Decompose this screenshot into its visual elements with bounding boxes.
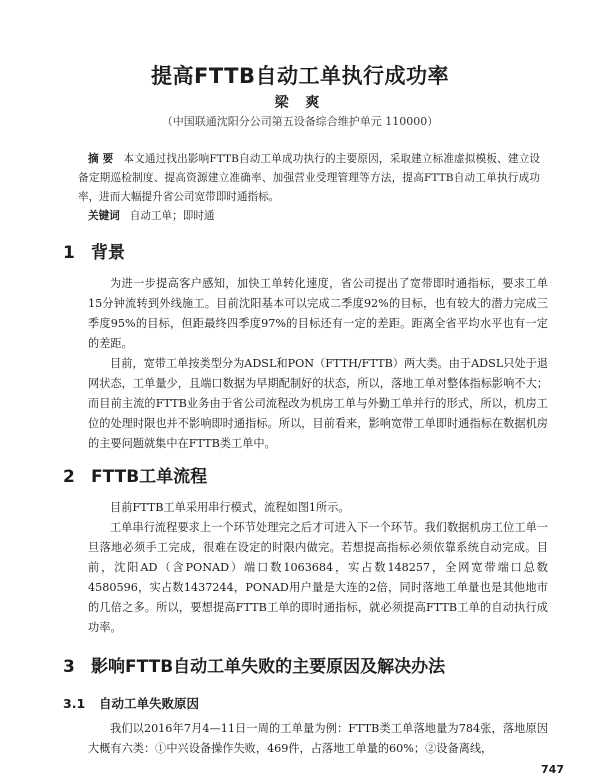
keywords [88,208,215,223]
subsection-number: 3.1 [63,696,86,711]
abstract [78,150,540,207]
article-title: 提高FTTB自动工单执行成功率 [151,64,449,88]
paragraph: 为进一步提高客户感知，加快工单转化速度，省公司提出了宽带即时通指标，要求工单15分钟流转到外线施工。目前沈阳基本可以完成二季度92%的目标，也有较大的潜力完成三季度95%的目标，但距最终四季度97%的目标还有一定的差距。距离全省平均水平也有一定的差距。 [88,277,548,350]
subsection-heading-3-1 [63,694,199,712]
section-heading-1 [63,238,125,263]
abstract-label: 摘 要 [88,153,114,165]
paragraph: 目前，宽带工单按类型分为ADSL和PON（FTTH/FTTB）两大类。由于ADSL只处于退网状态，工单量少，且端口数据为早期配制好的状态，所以，落地工单对整体指标影响不大；而目前主流的FTTB业务由于省公司流程改为机房工单与外勤工单并行的形式，所以，机房工位的处理时限也并不影响即时通指标。所以，目前看来，影响宽带工单即时通指标在数据机房的主要问题就集中在FTTB类工单中。 [88,357,548,450]
paragraph: 我们以2016年7月4—11日一周的工单量为例：FTTB类工单落地量为784张，落地原因大概有六类：①中兴设备操作失败，469件，占落地工单量的60%；②设备离线， [88,722,548,755]
keywords-text: 自动工单；即时通 [129,210,215,222]
section-title: 背景 [91,243,125,263]
section-heading-3 [63,652,445,677]
section-heading-2 [63,462,207,487]
article-author: 梁 爽 [274,95,326,111]
section-number: 2 [63,467,75,487]
author-affiliation: （中国联通沈阳分公司第五设备综合维护单元 110000） [161,115,439,128]
subsection-title: 自动工单失败原因 [99,696,200,711]
abstract-text: 本文通过找出影响FTTB自动工单成功执行的主要原因，采取建立标准虚拟模板、建立设备定期巡检制度、提高资源建立准确率、加强营业受理管理等方法，提高FTTB自动工单执行成功率，进而大幅提升省公司宽带即时通指标。 [78,153,540,203]
paragraph: 工单串行流程要求上一个环节处理完之后才可进入下一个环节。我们数据机房工位工单一旦落地必须手工完成，很难在设定的时限内做完。若想提高指标必须依靠系统自动完成。目前，沈阳AD（含PONAD）端口数1063684，实占数148257，全网宽带端口总数4580596，实占数1437244，PONAD用户量是大连的2倍，同时落地工单量也是其他地市的几倍之多。所以，要想提高FTTB工单的即时通指标，就必须提高FTTB工单的自动执行成功率。 [88,521,548,634]
page-number: 747 [541,763,564,776]
section-title: 影响FTTB自动工单失败的主要原因及解决办法 [91,657,446,677]
keywords-label: 关键词 [88,210,120,222]
section-number: 3 [63,657,75,677]
paragraph: 目前FTTB工单采用串行模式，流程如图1所示。 [110,501,350,514]
section-title: FTTB工单流程 [91,467,208,487]
section-number: 1 [63,243,75,263]
